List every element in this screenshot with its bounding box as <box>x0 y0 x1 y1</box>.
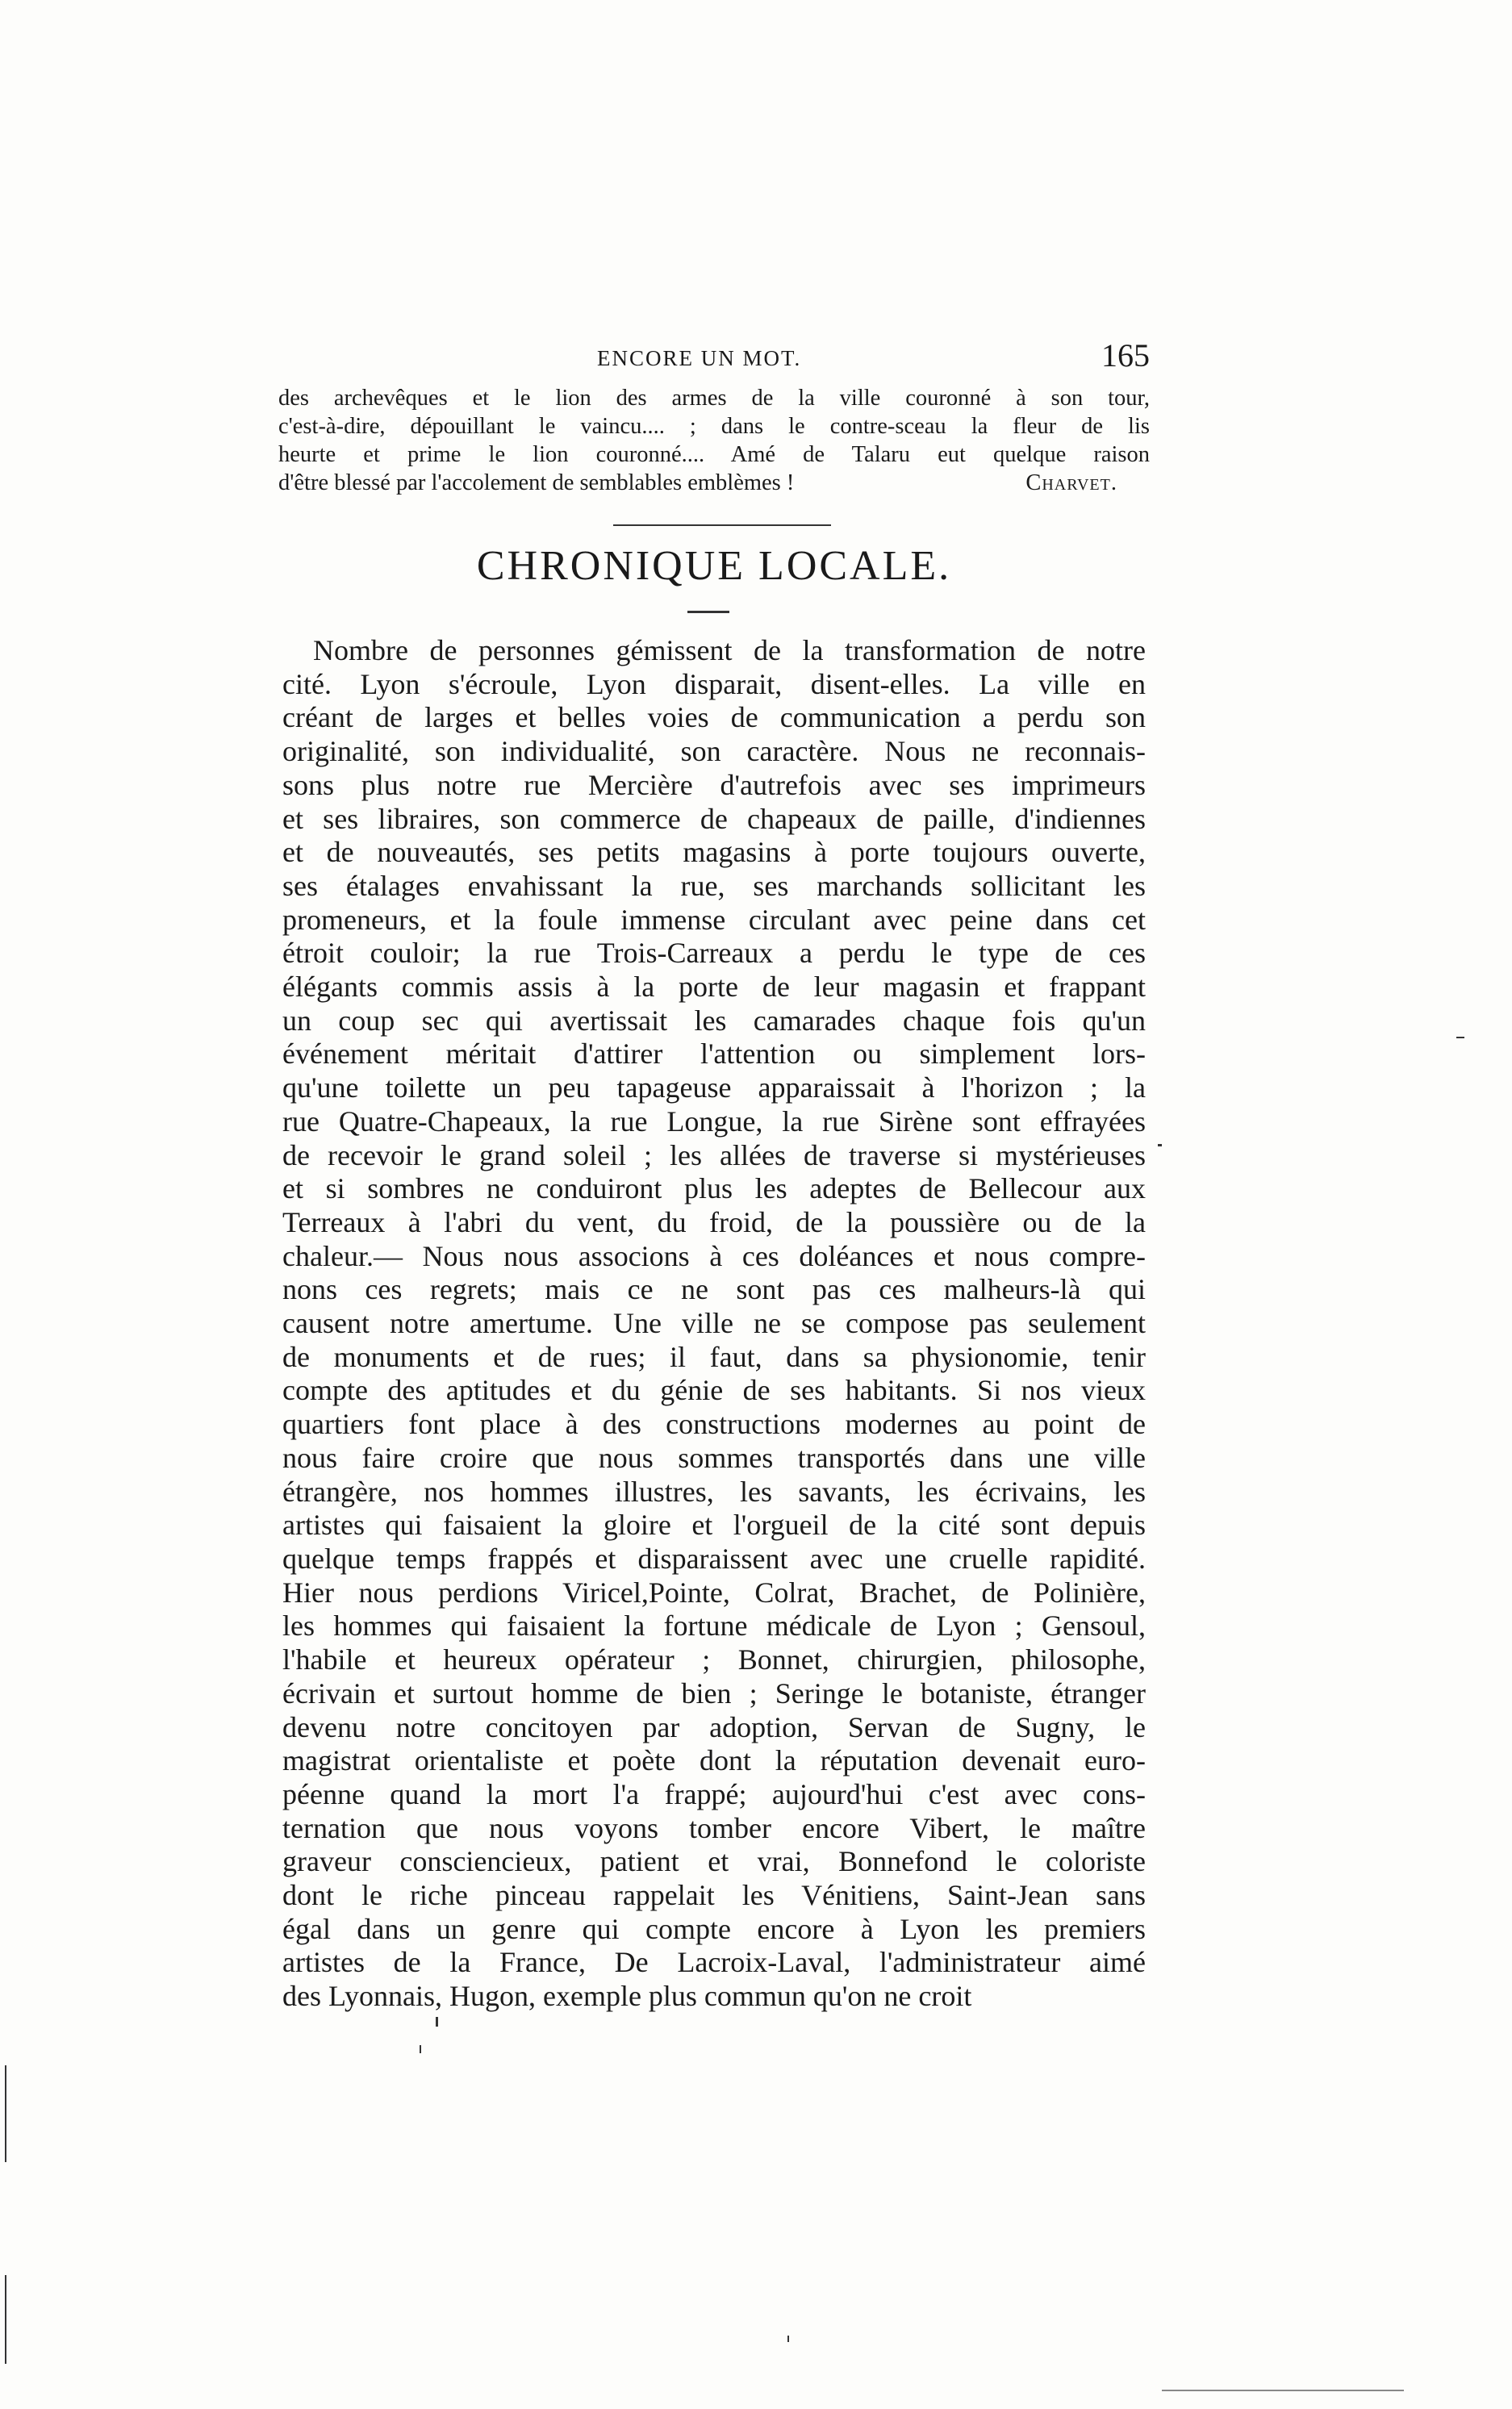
body-line: nons ces regrets; mais ce ne sont pas ces malheurs-là qui <box>282 1273 1146 1306</box>
body-line: égal dans un genre qui compte encore à Lyon les premiers <box>282 1912 1146 1945</box>
body-line: Terreaux à l'abri du vent, du froid, de la poussière ou de la <box>282 1205 1146 1238</box>
body-line: péenne quand la mort l'a frappé; aujourd'hui c'est avec cons- <box>282 1777 1146 1810</box>
scan-speck <box>787 2336 789 2342</box>
running-title: ENCORE UN MOT. <box>597 346 802 370</box>
body-line: artistes qui faisaient la gloire et l'orgueil de la cité sont depuis <box>282 1509 1146 1542</box>
scan-speck <box>436 2017 438 2027</box>
body-line: nous faire croire que nous sommes transportés dans une ville <box>282 1441 1146 1474</box>
body-line: et si sombres ne conduiront plus les adeptes de Bellecour aux <box>282 1172 1146 1205</box>
body-line: graveur consciencieux, patient et vrai, Bonnefond le coloriste <box>282 1845 1146 1878</box>
body-line: un coup sec qui avertissait les camarades chaque fois qu'un <box>282 1004 1146 1037</box>
scan-edge-mark <box>5 2275 6 2364</box>
body-line: chaleur.— Nous nous associons à ces doléances et nous compre- <box>282 1239 1146 1272</box>
footnote-text: d'être blessé par l'accolement de semblables emblèmes ! <box>278 470 795 495</box>
body-line: l'habile et heureux opérateur ; Bonnet, chirurgien, philosophe, <box>282 1643 1146 1676</box>
body-line: artistes de la France, De Lacroix-Laval, l'administrateur aimé <box>282 1946 1146 1979</box>
body-line: de recevoir le grand soleil ; les allées de traverse si mystérieuses <box>282 1138 1146 1171</box>
heading-underline <box>687 611 729 613</box>
body-line: et de nouveautés, ses petits magasins à porte toujours ouverte, <box>282 836 1146 869</box>
body-line: étroit couloir; la rue Trois-Carreaux a perdu le type de ces <box>282 937 1146 970</box>
body-line: qu'une toilette un peu tapageuse apparaissait à l'horizon ; la <box>282 1071 1146 1104</box>
scan-edge-mark <box>1162 2390 1404 2391</box>
body-line: et ses libraires, son commerce de chapeaux de paille, d'indiennes <box>282 802 1146 835</box>
footnote-signature: Charvet. <box>1025 470 1117 495</box>
body-line: devenu notre concitoyen par adoption, Servan de Sugny, le <box>282 1710 1146 1743</box>
scan-speck <box>420 2045 421 2053</box>
body-line: rue Quatre-Chapeaux, la rue Longue, la rue Sirène sont effrayées <box>282 1104 1146 1138</box>
footnote-line: c'est-à-dire, dépouillant le vaincu.... ; dans le contre-sceau la fleur de lis <box>278 414 1150 439</box>
scan-speck <box>1456 1037 1464 1038</box>
body-line: quartiers font place à des constructions modernes au point de <box>282 1408 1146 1441</box>
body-line: compte des aptitudes et du génie de ses habitants. Si nos vieux <box>282 1374 1146 1407</box>
body-line: élégants commis assis à la porte de leur magasin et frappant <box>282 971 1146 1004</box>
body-line: Hier nous perdions Viricel,Pointe, Colrat, Brachet, de Polinière, <box>282 1576 1146 1609</box>
body-line: dont le riche pinceau rappelait les Vénitiens, Saint-Jean sans <box>282 1879 1146 1912</box>
body-line: les hommes qui faisaient la fortune médicale de Lyon ; Gensoul, <box>282 1609 1146 1643</box>
body-line: ternation que nous voyons tomber encore Vibert, le maître <box>282 1811 1146 1844</box>
body-line: sons plus notre rue Mercière d'autrefois avec ses imprimeurs <box>282 768 1146 801</box>
body-line: Nombre de personnes gémissent de la transformation de notre <box>313 634 1146 666</box>
page-number: 165 <box>1101 337 1150 374</box>
body-line: étrangère, nos hommes illustres, les savants, les écrivains, les <box>282 1475 1146 1508</box>
body-line: originalité, son individualité, son caractère. Nous ne reconnais- <box>282 735 1146 768</box>
body-line: ses étalages envahissant la rue, ses marchands sollicitant les <box>282 869 1146 902</box>
body-line: de monuments et de rues; il faut, dans sa physionomie, tenir <box>282 1340 1146 1373</box>
body-line: des Lyonnais, Hugon, exemple plus commun qu'on ne croit <box>282 1980 972 2013</box>
body-line: quelque temps frappés et disparaissent avec une cruelle rapidité. <box>282 1542 1146 1575</box>
section-divider <box>613 524 831 526</box>
footnote-line: des archevêques et le lion des armes de la ville couronné à son tour, <box>278 386 1150 411</box>
footnote <box>278 384 1150 497</box>
body-line: causent notre amertume. Une ville ne se compose pas seulement <box>282 1307 1146 1340</box>
body-text <box>282 634 1146 2014</box>
body-line: créant de larges et belles voies de communication a perdu son <box>282 701 1146 734</box>
body-line: événement méritait d'attirer l'attention ou simplement lors- <box>282 1037 1146 1071</box>
footnote-line: heurte et prime le lion couronné.... Amé de Talaru eut quelque raison <box>278 442 1150 467</box>
section-heading: CHRONIQUE LOCALE. <box>476 543 952 589</box>
scan-edge-mark <box>5 2065 6 2162</box>
running-head <box>278 337 1150 383</box>
scan-speck <box>1158 1144 1162 1146</box>
body-line: écrivain et surtout homme de bien ; Seringe le botaniste, étranger <box>282 1676 1146 1710</box>
body-line: promeneurs, et la foule immense circulant avec peine dans cet <box>282 903 1146 936</box>
footnote-line <box>278 469 1150 497</box>
body-line: magistrat orientaliste et poète dont la réputation devenait euro- <box>282 1744 1146 1777</box>
body-line: cité. Lyon s'écroule, Lyon disparait, disent-elles. La ville en <box>282 667 1146 700</box>
